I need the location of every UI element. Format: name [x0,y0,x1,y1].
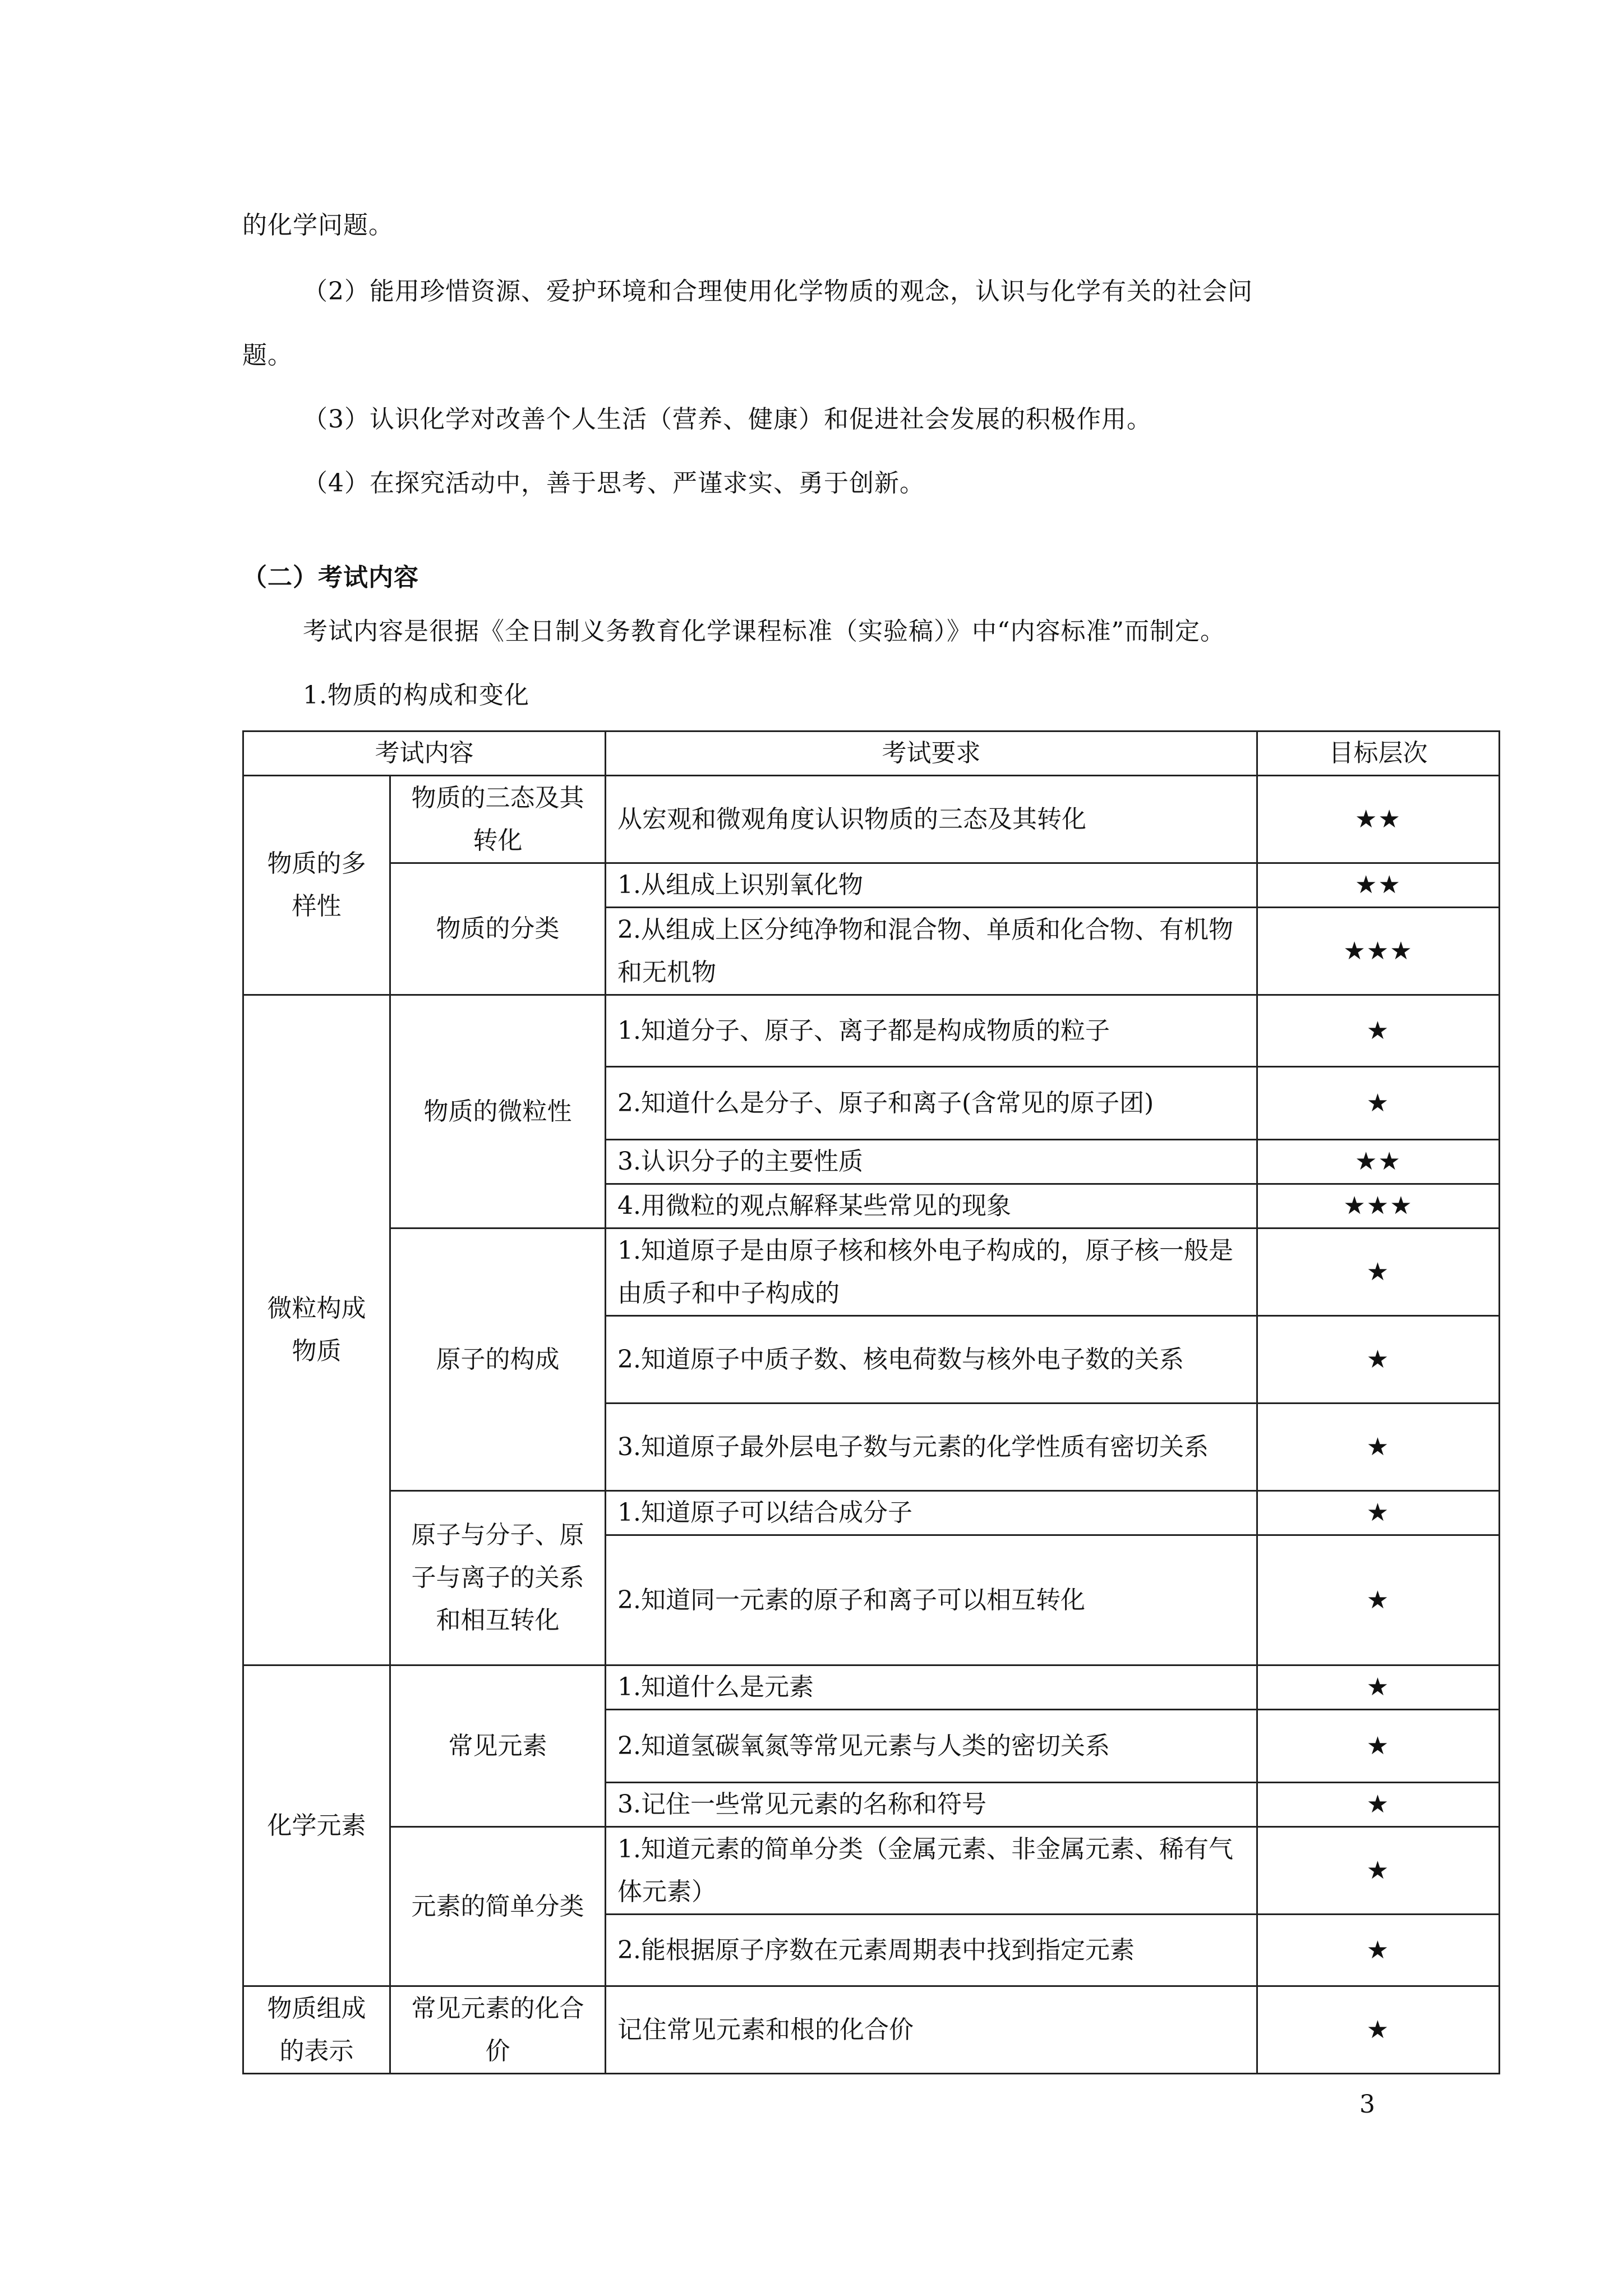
level-cell: ★ [1257,1316,1500,1404]
requirement-cell: 3.认识分子的主要性质 [606,1140,1257,1184]
exam-content-table [242,730,1500,2074]
intro-line-1: 的化学问题。 [242,211,394,240]
topic-cell: 原子与分子、原子与离子的关系和相互转化 [390,1491,606,1665]
page-number: 3 [1359,2090,1375,2119]
topic-cell: 元素的简单分类 [390,1827,606,1986]
table-row [243,1228,1500,1316]
topic-cell: 物质的微粒性 [390,995,606,1228]
table-row [243,995,1500,1067]
table-header-row [243,731,1500,776]
requirement-cell: 2.知道同一元素的原子和离子可以相互转化 [606,1535,1257,1665]
requirement-cell: 1.知道元素的简单分类（金属元素、非金属元素、稀有气体元素） [606,1827,1257,1915]
level-cell: ★★ [1257,776,1500,863]
level-cell: ★ [1257,1665,1500,1710]
requirement-cell: 3.知道原子最外层电子数与元素的化学性质有密切关系 [606,1404,1257,1491]
level-cell: ★ [1257,1535,1500,1665]
group-cell: 化学元素 [243,1665,390,1986]
requirement-cell: 1.知道什么是元素 [606,1665,1257,1710]
table-row [243,1491,1500,1535]
level-cell: ★ [1257,1827,1500,1915]
level-cell: ★★★ [1257,908,1500,995]
topic-cell: 常见元素 [390,1665,606,1827]
intro-line-2: （2）能用珍惜资源、爱护环境和合理使用化学物质的观念，认识与化学有关的社会问 [303,277,1253,306]
topic-cell: 原子的构成 [390,1228,606,1491]
table-row [243,1827,1500,1915]
level-cell: ★★ [1257,1140,1500,1184]
group-cell: 微粒构成物质 [243,995,390,1665]
requirement-cell: 2.知道原子中质子数、核电荷数与核外电子数的关系 [606,1316,1257,1404]
requirement-cell: 1.知道分子、原子、离子都是构成物质的粒子 [606,995,1257,1067]
section-intro: 考试内容是很据《全日制义务教育化学课程标准（实验稿）》中“内容标准”而制定。 [303,617,1225,646]
level-cell: ★ [1257,1986,1500,2074]
level-cell: ★ [1257,1228,1500,1316]
requirement-cell: 3.记住一些常见元素的名称和符号 [606,1783,1257,1827]
topic-cell: 物质的分类 [390,863,606,995]
header-exam-content: 考试内容 [243,731,606,776]
intro-line-4: （3）认识化学对改善个人生活（营养、健康）和促进社会发展的积极作用。 [303,405,1152,434]
level-cell: ★★ [1257,863,1500,908]
requirement-cell: 2.能根据原子序数在元素周期表中找到指定元素 [606,1915,1257,1986]
level-cell: ★ [1257,1404,1500,1491]
group-cell: 物质的多样性 [243,776,390,995]
requirement-cell: 2.从组成上区分纯净物和混合物、单质和化合物、有机物和无机物 [606,908,1257,995]
table-row [243,1986,1500,2074]
level-cell: ★ [1257,1915,1500,1986]
intro-line-5: （4）在探究活动中，善于思考、严谨求实、勇于创新。 [303,469,925,498]
requirement-cell: 2.知道氢碳氧氮等常见元素与人类的密切关系 [606,1710,1257,1783]
header-exam-requirement: 考试要求 [606,731,1257,776]
group-cell: 物质组成的表示 [243,1986,390,2074]
subsection-title: 1.物质的构成和变化 [303,681,529,710]
requirement-cell: 1.知道原子可以结合成分子 [606,1491,1257,1535]
table-row [243,776,1500,863]
table-row [243,1665,1500,1710]
requirement-cell: 1.知道原子是由原子核和核外电子构成的，原子核一般是由质子和中子构成的 [606,1228,1257,1316]
requirement-cell: 从宏观和微观角度认识物质的三态及其转化 [606,776,1257,863]
table-row [243,863,1500,908]
level-cell: ★ [1257,1067,1500,1140]
requirement-cell: 4.用微粒的观点解释某些常见的现象 [606,1184,1257,1228]
level-cell: ★ [1257,1710,1500,1783]
topic-cell: 物质的三态及其转化 [390,776,606,863]
section-heading: （二）考试内容 [242,563,419,592]
requirement-cell: 2.知道什么是分子、原子和离子(含常见的原子团) [606,1067,1257,1140]
level-cell: ★★★ [1257,1184,1500,1228]
requirement-cell: 记住常见元素和根的化合价 [606,1986,1257,2074]
level-cell: ★ [1257,1491,1500,1535]
level-cell: ★ [1257,1783,1500,1827]
intro-line-3: 题。 [242,341,293,370]
topic-cell: 常见元素的化合价 [390,1986,606,2074]
level-cell: ★ [1257,995,1500,1067]
requirement-cell: 1.从组成上识别氧化物 [606,863,1257,908]
header-target-level: 目标层次 [1257,731,1500,776]
